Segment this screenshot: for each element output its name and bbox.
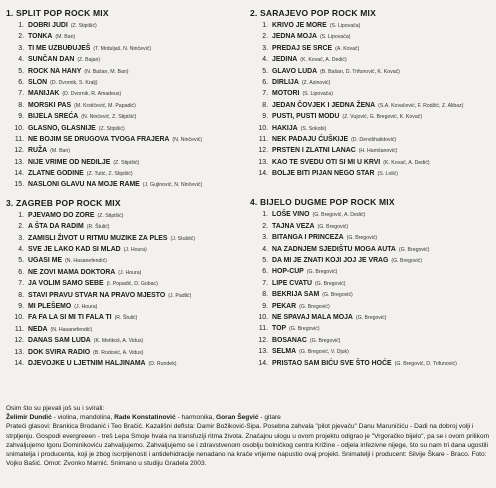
track-authors: (A. Kovač) — [335, 45, 360, 52]
track-title: RUŽA — [28, 147, 48, 155]
track-number: 11. — [14, 135, 24, 143]
track-number: 3. — [262, 44, 268, 52]
track-title: DJEVOJKE U LJETNIM HALJINAMA — [28, 359, 146, 367]
track-item — [250, 123, 488, 134]
track-item — [6, 134, 244, 145]
track-item — [6, 77, 244, 88]
track-title: PJEVAMO DO ZORE — [28, 211, 95, 219]
track-item — [250, 312, 488, 323]
track-number: 4. — [262, 56, 268, 64]
track-authors: (G. Bregović) — [346, 235, 378, 242]
track-title: JA VOLIM SAMO SEBE — [28, 280, 104, 288]
track-number: 14. — [14, 170, 24, 178]
section-title: BIJELO DUGME POP ROCK MIX — [260, 197, 395, 208]
track-title: DOBRI JUDI — [28, 22, 68, 29]
track-item — [250, 20, 488, 31]
track-authors: (J. Padlić) — [168, 292, 192, 299]
track-item — [250, 134, 488, 145]
track-item — [6, 54, 244, 65]
track-authors: (T. Mrduljaš, N. Ninčević) — [93, 45, 152, 52]
track-number: 2. — [18, 33, 24, 41]
track-title: TOP — [272, 325, 287, 333]
track-authors: (D. Dvornik, S. Kralj) — [50, 79, 98, 86]
track-list — [250, 20, 488, 179]
track-title: JEDAN ČOVJEK I JEDNA ŽENA — [272, 101, 376, 109]
section-bijelo-dugme-mix — [250, 197, 488, 368]
track-number: 9. — [262, 302, 268, 310]
track-authors: (G. Bregović) — [314, 280, 346, 287]
track-item — [6, 221, 244, 232]
track-authors: (K. Kovač, A. Dedić) — [300, 57, 347, 64]
track-number: 6. — [18, 78, 24, 86]
track-title: TONKA — [28, 33, 53, 41]
track-authors: (Z. Stipišić) — [97, 212, 124, 219]
track-item — [250, 346, 488, 357]
musician-name: Rade Konstatinović — [114, 414, 176, 422]
track-number: 13. — [14, 348, 24, 356]
track-number: 1. — [18, 211, 24, 219]
track-title: NE ZOVI MAMA DOKTORA — [28, 268, 116, 276]
track-title: PREDAJ SE SRCE — [272, 44, 333, 52]
track-authors: (Z. Stipišić) — [113, 159, 140, 166]
track-title: BITANGA I PRINCEZA — [272, 234, 344, 242]
track-number: 14. — [14, 359, 24, 367]
track-title: NA ZADNJEM SJEDIŠTU MOGA AUTA — [272, 245, 396, 253]
track-item — [6, 267, 244, 278]
track-item — [250, 77, 488, 88]
track-authors: (Z. Stipišić) — [98, 125, 125, 132]
track-authors: (G. Bregović) — [309, 337, 341, 344]
track-title: TI ME UZBUĐUJEŠ — [28, 44, 91, 52]
track-item — [250, 43, 488, 54]
track-item — [6, 66, 244, 77]
track-item — [6, 244, 244, 255]
track-item — [250, 168, 488, 179]
track-item — [6, 20, 244, 31]
track-number: 9. — [18, 302, 24, 310]
track-authors: (J. Houra) — [74, 303, 98, 310]
track-number: 4. — [18, 56, 24, 64]
track-item — [6, 335, 244, 346]
track-authors: (M. Ban) — [55, 34, 76, 41]
track-item — [250, 232, 488, 243]
track-number: 6. — [18, 268, 24, 276]
track-item — [250, 289, 488, 300]
section-sarajevo-mix — [250, 8, 488, 179]
track-authors: (R. Štulić) — [114, 315, 138, 322]
track-item — [6, 358, 244, 369]
track-authors: (N. Hasanefendić) — [65, 258, 107, 265]
track-authors: (G. Bregović, V. Djuk) — [299, 349, 349, 356]
track-number: 8. — [262, 101, 268, 109]
musician-name: Želimir Dundić — [6, 414, 52, 422]
section-heading — [6, 198, 244, 208]
track-authors: (H. Hamšanović) — [358, 148, 398, 155]
track-item — [6, 290, 244, 301]
track-item — [250, 266, 488, 277]
section-heading — [250, 197, 488, 207]
track-authors: (S. Sokobi) — [300, 125, 327, 132]
track-item — [250, 54, 488, 65]
track-number: 7. — [18, 280, 24, 288]
track-title: STAVI PRAVU STVAR NA PRAVO MJESTO — [28, 291, 166, 299]
track-authors: (R. Štulić) — [86, 224, 110, 231]
track-title: ZAMISLI ŽIVOT U RITMU MUZIKE ZA PLES — [28, 234, 168, 242]
section-number: 1. — [6, 8, 14, 18]
track-item — [6, 278, 244, 289]
track-authors: (D. Dvornik, R. Amadeus) — [62, 91, 122, 98]
track-number: 12. — [258, 147, 268, 155]
track-item — [250, 358, 488, 369]
track-title: DANAS SAM LUDA — [28, 337, 91, 345]
track-item — [6, 210, 244, 221]
track-number: 14. — [258, 170, 268, 178]
track-title: MI PLEŠEMO — [28, 302, 72, 310]
track-title: PRISTAO SAM BIĆU SVE ŠTO HOĆE — [272, 359, 392, 367]
track-number: 8. — [18, 291, 24, 299]
section-zagreb-mix — [6, 198, 244, 369]
track-authors: (G. Bregović) — [317, 223, 349, 230]
section-number: 2. — [250, 8, 258, 18]
track-authors: (N. Bašan, M. Ban) — [84, 68, 129, 75]
track-number: 14. — [258, 359, 268, 367]
track-authors: (G. Bregović) — [391, 258, 422, 265]
track-title: SVE JE LAKO KAD SI MLAD — [28, 246, 121, 254]
track-authors: (B. Rodović, A. Vidus) — [93, 349, 144, 356]
track-title: DIRLIJA — [272, 78, 299, 86]
track-authors: (S.A. Kovačević, F. Rodžić, Z. Alibaz) — [378, 102, 464, 109]
track-authors: (Z. Stipišić) — [70, 23, 97, 29]
track-authors: (G. Bregović) — [299, 303, 330, 310]
track-item — [250, 31, 488, 42]
track-item — [6, 168, 244, 179]
track-number: 11. — [14, 325, 24, 333]
track-authors: (J. Stublić) — [170, 235, 195, 242]
track-authors: (G. Bregović) — [398, 246, 430, 253]
track-authors: (K. Kovač, A. Dedić) — [383, 159, 430, 166]
track-item — [250, 145, 488, 156]
track-title: BOLJE BITI PIJAN NEGO STAR — [272, 170, 375, 178]
track-number: 9. — [262, 113, 268, 121]
track-title: NE BOJIM SE DRUGOVA TVOGA FRAJERA — [28, 135, 170, 143]
track-item — [250, 88, 488, 99]
track-authors: (S. Lipovača) — [329, 23, 361, 29]
track-authors: (D. Dervišhalidović) — [351, 136, 397, 143]
track-number: 12. — [14, 147, 24, 155]
track-number: 7. — [262, 90, 268, 98]
track-number: 10. — [258, 124, 268, 132]
track-title: BEKRIJA SAM — [272, 291, 320, 299]
track-number: 7. — [262, 279, 268, 287]
track-number: 4. — [262, 245, 268, 253]
track-item — [6, 88, 244, 99]
track-title: KAO TE SVEDU OTI SI MI U KRVI — [272, 158, 381, 166]
track-item — [6, 179, 244, 190]
section-title: SARAJEVO POP ROCK MIX — [260, 8, 376, 18]
track-title: JEDNA MOJA — [272, 33, 317, 41]
track-authors: (Z. Bajan) — [77, 57, 101, 64]
track-number: 13. — [258, 158, 268, 166]
track-title: ROCK NA HANY — [28, 67, 82, 75]
track-item — [6, 145, 244, 156]
track-item — [250, 100, 488, 111]
track-number: 5. — [262, 67, 268, 75]
track-number: 13. — [258, 348, 268, 356]
section-title: SPLIT POP ROCK MIX — [16, 8, 109, 18]
track-authors: (G. Bregović) — [306, 269, 338, 276]
musician-role: - gitare — [258, 414, 281, 422]
track-number: 11. — [258, 325, 268, 333]
track-authors: (B. Bašan, D. Trifunović, K. Kovač) — [320, 68, 400, 75]
track-number: 3. — [262, 234, 268, 242]
track-item — [6, 347, 244, 358]
section-number: 4. — [250, 197, 258, 208]
track-number: 7. — [18, 90, 24, 98]
track-title: BIJELA SREĆA — [28, 113, 79, 121]
track-authors: (G. Bregović) — [355, 314, 387, 321]
section-heading — [250, 8, 488, 18]
track-item — [6, 312, 244, 323]
track-number: 12. — [14, 337, 24, 345]
left-column — [6, 8, 244, 375]
track-title: PRSTEN I ZLATNI LANAC — [272, 147, 356, 155]
track-title: NEDA — [28, 325, 48, 333]
track-number: 6. — [262, 268, 268, 276]
track-authors: (N. Ninčević) — [172, 136, 203, 143]
track-list — [6, 20, 244, 191]
track-number: 13. — [14, 158, 24, 166]
track-authors: (G. Bregović, A. Dedić) — [312, 212, 366, 219]
track-authors: (S. Lipovača) — [302, 91, 334, 98]
track-title: SLON — [28, 78, 48, 86]
track-number: 3. — [18, 44, 24, 52]
track-title: A ŠTA DA RADIM — [28, 223, 84, 231]
track-item — [6, 233, 244, 244]
track-number: 9. — [18, 113, 24, 121]
credits-body: Prateći glasovi: Brankica Brodanić i Teo Bračić. Kazališni deflsta: Damir Božiković-Sipa. Posebna zahvala "pilot pjevaču" Danu Maruničiću - Dadi na dobroj volji i strpljenju. Gospodi evergreeen - treš Lepa Smoje hvala na transfuziji ritma života. Značajnu ulogu u ovom projektu odigrao je "Vrgoračko bijelo", pa se i ovom prilikom zahvaljujemo Igoru Dominikoviću zahvaljujemo. Zahvaljujemo se i zdravstvenom osoblju bolničkog centra Križine - odjela infezivne nijege, što su nam tri dana ugostili snimatelja i producenta, koji je zbog iscrpljenosti i antidehidracije nenadano na krače vrijeme napustio ovaj projekt. Snimatelji i producent: Silvije Škare - Braco. Foto: Vojko Bašić. Omot: Zvonko Marnić. Snimano u studiju Gradela 2003. — [6, 423, 490, 468]
track-authors: (I. Popadić, D. Gobac) — [106, 281, 158, 288]
track-title: DOK SVIRA RADIO — [28, 348, 91, 356]
track-authors: (S. Lipovača) — [319, 34, 351, 41]
musician-name: Goran Šegvić — [215, 414, 259, 422]
track-title: NE SPAVAJ MALA MOJA — [272, 313, 353, 321]
track-title: TAJNA VEZA — [272, 222, 315, 230]
track-authors: (N. Hasanefendić) — [50, 326, 93, 333]
track-item — [250, 301, 488, 312]
track-number: 15. — [14, 181, 24, 189]
track-title: NIJE VRIME OD NEDILJE — [28, 158, 111, 166]
track-authors: (G. Bregović, D. Trifunović) — [394, 360, 457, 367]
track-title: JEDINA — [272, 56, 298, 64]
track-number: 8. — [262, 291, 268, 299]
track-number: 10. — [14, 124, 24, 132]
track-number: 11. — [258, 135, 268, 143]
credits-musicians — [6, 413, 492, 422]
track-authors: (Z. Azinović) — [301, 79, 331, 86]
track-authors: (D. Rundek) — [148, 360, 177, 367]
track-number: 10. — [258, 313, 268, 321]
track-number: 6. — [262, 78, 268, 86]
track-number: 1. — [262, 22, 268, 29]
track-item — [6, 157, 244, 168]
track-title: LIPE CVATU — [272, 279, 312, 287]
track-item — [250, 209, 488, 220]
track-authors: (J. Houra) — [118, 269, 142, 276]
track-number: 5. — [262, 257, 268, 265]
right-column — [250, 8, 488, 375]
track-number: 5. — [18, 67, 24, 75]
track-item — [250, 255, 488, 266]
track-item — [6, 123, 244, 134]
track-title: NEK PADAJU ĆUŠKIJE — [272, 135, 349, 143]
track-title: HAKIJA — [272, 124, 298, 132]
track-title: LOŠE VINO — [272, 211, 310, 219]
track-title: GLASNO, GLASNIJE — [28, 124, 96, 132]
track-authors: (J. Gujinović, N. Ninčević) — [142, 182, 203, 189]
track-number: 1. — [18, 22, 24, 29]
musician-role: - harmonika, — [175, 414, 216, 422]
track-item — [250, 157, 488, 168]
track-authors: (S. Lolić) — [377, 171, 398, 178]
track-item — [250, 111, 488, 122]
track-number: 8. — [18, 101, 24, 109]
track-list — [6, 210, 244, 369]
section-heading — [6, 8, 244, 18]
track-item — [6, 255, 244, 266]
track-item — [6, 301, 244, 312]
track-title: PEKAR — [272, 302, 297, 310]
track-authors: (J. Houra) — [123, 247, 147, 254]
track-title: SELMA — [272, 348, 297, 356]
track-authors: (Z. Tutić, Z. Stipišić) — [86, 171, 133, 178]
track-item — [250, 335, 488, 346]
track-title: MORSKI PAS — [28, 101, 72, 109]
track-authors: (G. Bregović) — [289, 326, 320, 333]
track-item — [6, 43, 244, 54]
track-title: DA MI JE ZNATI KOJI JOJ JE VRAG — [272, 257, 389, 265]
credits-block — [6, 404, 492, 468]
track-number: 5. — [18, 257, 24, 265]
track-title: FA FA LA SI MI TI FALA TI — [28, 314, 112, 322]
track-item — [6, 31, 244, 42]
track-number: 3. — [18, 234, 24, 242]
track-title: PUSTI, PUSTI MODU — [272, 113, 340, 121]
track-title: GLAVO LUDA — [272, 67, 318, 75]
musician-role: - violina, mandolina, — [51, 414, 115, 422]
track-authors: (N. Ninčević, Z. Stipišić) — [81, 114, 137, 121]
track-number: 12. — [258, 336, 268, 344]
track-number: 1. — [262, 211, 268, 219]
track-title: KRIVO JE MORE — [272, 22, 327, 29]
track-number: 2. — [262, 33, 268, 41]
track-title: SUNČAN DAN — [28, 56, 75, 64]
track-item — [250, 221, 488, 232]
section-split-mix — [6, 8, 244, 191]
track-item — [6, 100, 244, 111]
track-authors: (G. Bregović) — [322, 292, 353, 299]
track-authors: (K. Metikoš, A. Vidus) — [93, 338, 144, 345]
track-item — [250, 244, 488, 255]
track-authors: (Z. Vujović, G. Bregović, K. Kovač) — [342, 114, 423, 121]
track-authors: (M. Ban) — [50, 148, 71, 155]
track-title: NASLONI GLAVU NA MOJE RAME — [28, 181, 140, 189]
track-item — [250, 278, 488, 289]
track-title: BOSANAC — [272, 336, 307, 344]
track-title: UGASI ME — [28, 257, 63, 265]
track-item — [250, 66, 488, 77]
track-item — [6, 111, 244, 122]
track-title: ZLATNE GODINE — [28, 170, 84, 178]
section-number: 3. — [6, 197, 14, 208]
track-number: 2. — [262, 222, 268, 230]
track-item — [250, 323, 488, 334]
track-item — [6, 324, 244, 335]
track-list — [250, 209, 488, 368]
credits-intro: Osim što su pjevali još su i svirali: — [6, 405, 105, 412]
track-authors: (M. Krstičević, M. Papadić) — [74, 102, 136, 109]
track-number: 10. — [14, 314, 24, 322]
track-number: 4. — [18, 246, 24, 254]
track-number: 2. — [18, 223, 24, 231]
track-title: HOP-CUP — [272, 268, 304, 276]
track-title: MOTORI — [272, 90, 300, 98]
track-title: MANIJAK — [28, 90, 60, 98]
section-title: ZAGREB POP ROCK MIX — [16, 197, 121, 208]
